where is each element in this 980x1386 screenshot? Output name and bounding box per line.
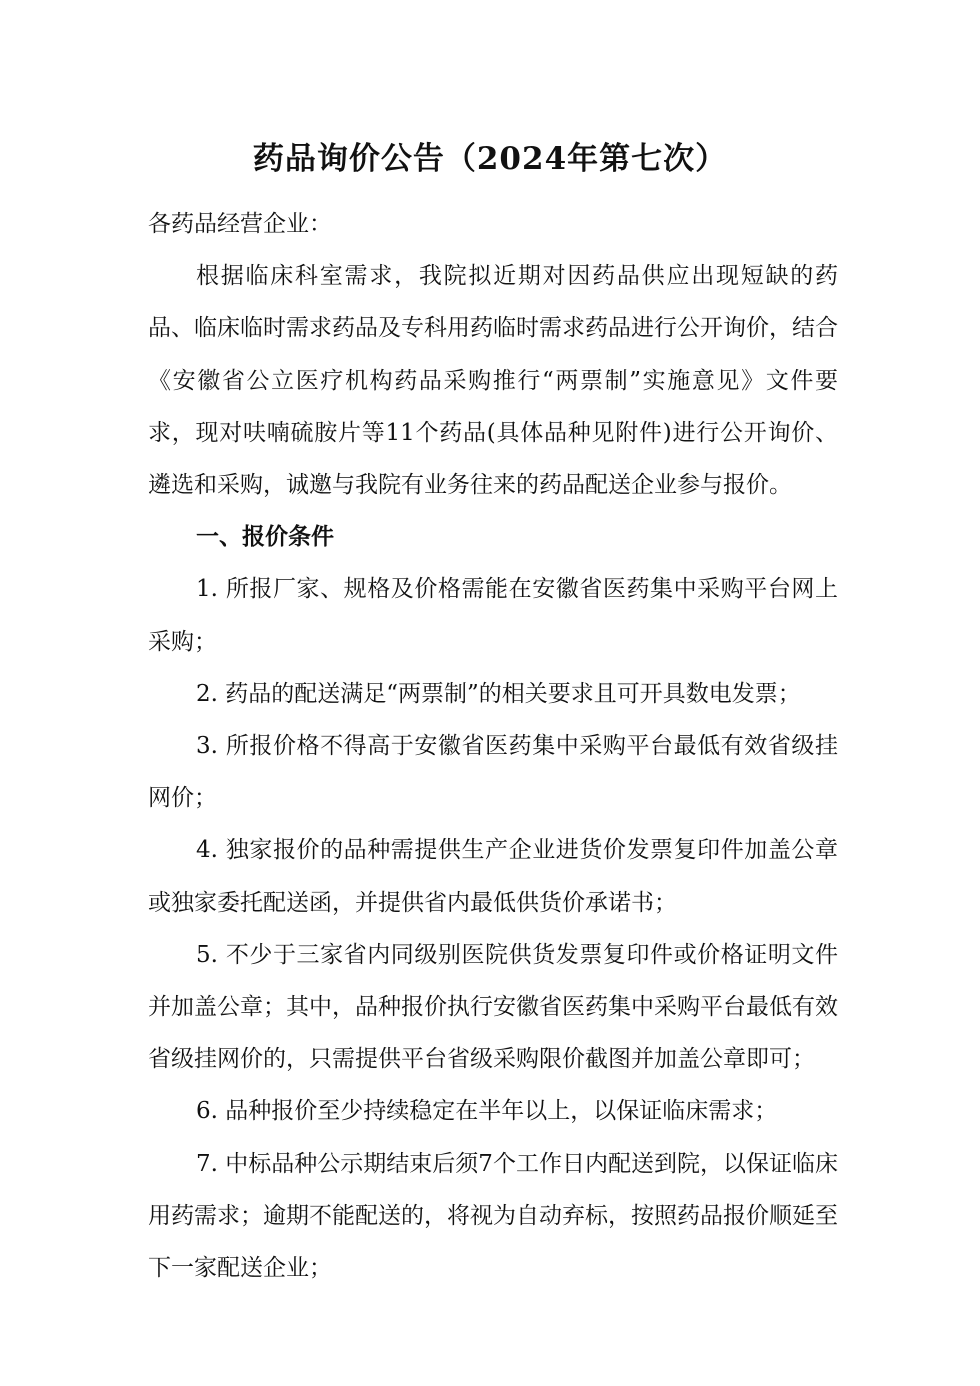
salutation: 各药品经营企业： xyxy=(148,211,332,237)
condition-item: 6. 品种报价至少持续稳定在半年以上，以保证临床需求； xyxy=(196,1098,778,1125)
condition-item: 1. 所报厂家、规格及价格需能在安徽省医药集中采购平台网上采购； xyxy=(148,576,838,655)
condition-item: 4. 独家报价的品种需提供生产企业进货价发票复印件加盖公章或独家委托配送函，并提供省内最低供货价承诺书； xyxy=(148,837,838,916)
condition-item: 7. 中标品种公示期结束后须7个工作日内配送到院，以保证临床用药需求；逾期不能配送的，将视为自动弃标，按照药品报价顺延至下一家配送企业； xyxy=(148,1150,838,1282)
document-title: 药品询价公告（2024年第七次） xyxy=(252,141,728,177)
condition-item: 2. 药品的配送满足“两票制”的相关要求且可开具数电发票； xyxy=(196,680,801,707)
section-heading: 一、报价条件 xyxy=(196,523,334,551)
condition-item: 5. 不少于三家省内同级别医院供货发票复印件或价格证明文件并加盖公章；其中，品种报价执行安徽省医药集中采购平台最低有效省级挂网价的，只需提供平台省级采购限价截图并加盖公章即可； xyxy=(148,941,838,1073)
condition-item: 3. 所报价格不得高于安徽省医药集中采购平台最低有效省级挂网价； xyxy=(148,733,838,812)
document-body xyxy=(148,198,838,1294)
intro-paragraph: 根据临床科室需求，我院拟近期对因药品供应出现短缺的药品、临床临时需求药品及专科用药临时需求药品进行公开询价，结合《安徽省公立医疗机构药品采购推行“两票制”实施意见》文件要求，现对呋喃硫胺片等11个药品(具体品种见附件)进行公开询价、遴选和采购，诚邀与我院有业务往来的药品配送企业参与报价。 xyxy=(148,263,838,499)
